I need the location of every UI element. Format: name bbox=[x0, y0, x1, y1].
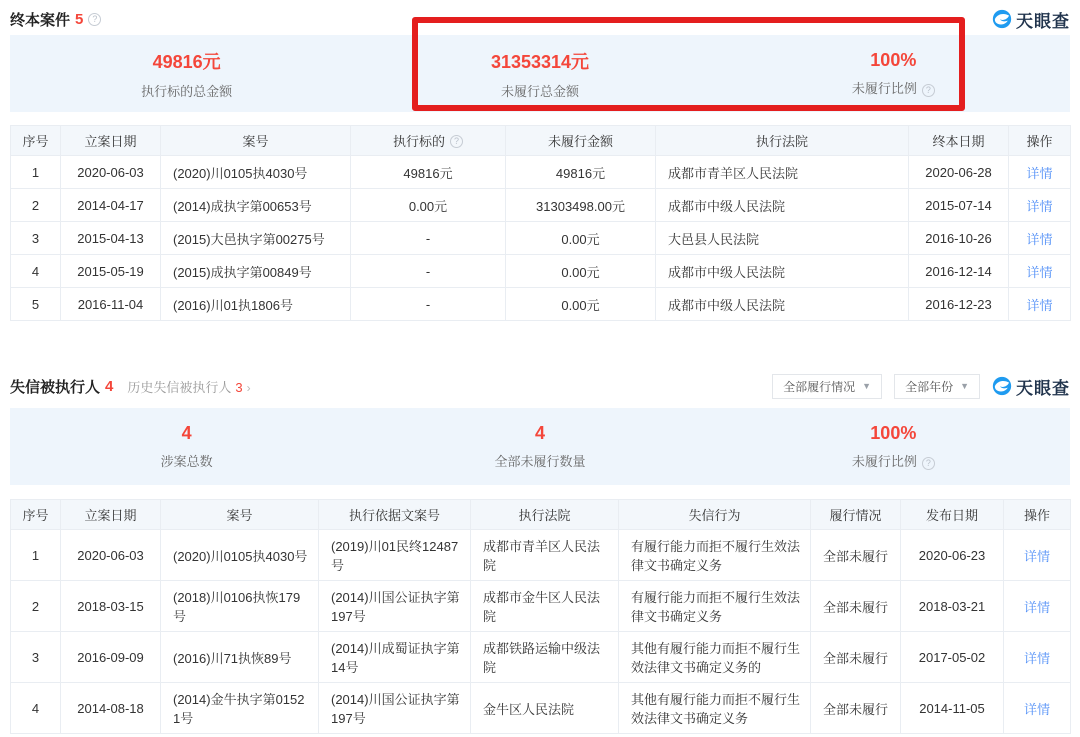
tianyancha-logo-text: 天眼查 bbox=[1016, 378, 1070, 398]
table-cell: 1 bbox=[11, 530, 61, 581]
stat-value: 100% bbox=[870, 423, 917, 443]
table-cell: 2014-08-18 bbox=[61, 683, 161, 734]
table-cell: 2020-06-03 bbox=[61, 530, 161, 581]
table-cell: 金牛区人民法院 bbox=[471, 683, 619, 734]
table-cell: 49816元 bbox=[506, 156, 656, 189]
section-zhongben-cases bbox=[10, 6, 1070, 321]
chevron-down-icon: ▼ bbox=[960, 381, 969, 391]
column-header: 立案日期 bbox=[61, 126, 161, 156]
stat-label: 全部未履行数量 bbox=[494, 454, 586, 469]
column-header: 序号 bbox=[11, 500, 61, 530]
table-cell: - bbox=[351, 255, 506, 288]
table-cell: 2 bbox=[11, 189, 61, 222]
section-shixin-persons bbox=[10, 373, 1070, 734]
table-row bbox=[11, 189, 1071, 222]
table-cell: 2016-12-23 bbox=[909, 288, 1009, 321]
help-icon[interactable]: ? bbox=[922, 457, 935, 470]
history-label: 历史失信被执行人 bbox=[127, 379, 232, 395]
table-cell: 其他有履行能力而拒不履行生效法律文书确定义务 bbox=[619, 683, 811, 734]
table-cell: 0.00元 bbox=[506, 255, 656, 288]
table-cell: 2 bbox=[11, 581, 61, 632]
table-row bbox=[11, 156, 1071, 189]
history-shixin-link[interactable] bbox=[127, 377, 250, 396]
table-cell: (2014)成执字第00653号 bbox=[161, 189, 351, 222]
stat-value: 4 bbox=[181, 423, 192, 443]
column-header: 立案日期 bbox=[61, 500, 161, 530]
column-header: 执行法院 bbox=[471, 500, 619, 530]
table-cell: (2016)川71执恢89号 bbox=[161, 632, 319, 683]
table-cell: (2015)大邑执字第00275号 bbox=[161, 222, 351, 255]
action-cell bbox=[1009, 156, 1071, 189]
stat-value: 31353314元 bbox=[490, 51, 590, 72]
table-cell: (2014)金牛执字第01521号 bbox=[161, 683, 319, 734]
column-header: 执行法院 bbox=[656, 126, 909, 156]
section2-title: 失信被执行人 bbox=[10, 378, 101, 396]
stat-all-unfulfilled-count bbox=[363, 423, 716, 470]
column-header: 序号 bbox=[11, 126, 61, 156]
table-cell: 2016-12-14 bbox=[909, 255, 1009, 288]
filter-year-dropdown[interactable] bbox=[894, 374, 980, 399]
stat-value: 4 bbox=[534, 423, 545, 443]
detail-link[interactable]: 详情 bbox=[1026, 264, 1053, 280]
table-cell: 3 bbox=[11, 632, 61, 683]
section1-header bbox=[10, 6, 1070, 32]
table-cell: 成都市金牛区人民法院 bbox=[471, 581, 619, 632]
table-cell: 大邑县人民法院 bbox=[656, 222, 909, 255]
table-cell: 成都市中级人民法院 bbox=[656, 255, 909, 288]
table-cell: (2018)川0106执恢179号 bbox=[161, 581, 319, 632]
table-cell: 1 bbox=[11, 156, 61, 189]
detail-link[interactable]: 详情 bbox=[1026, 165, 1053, 181]
table-cell: 2020-06-23 bbox=[901, 530, 1004, 581]
tianyancha-logo-icon bbox=[992, 376, 1012, 396]
stat-label: 涉案总数 bbox=[160, 454, 213, 469]
table-cell: (2020)川0105执4030号 bbox=[161, 530, 319, 581]
action-cell bbox=[1004, 530, 1071, 581]
table-cell: 2017-05-02 bbox=[901, 632, 1004, 683]
table-row bbox=[11, 255, 1071, 288]
table-cell: (2015)成执字第00849号 bbox=[161, 255, 351, 288]
table-cell: 49816元 bbox=[351, 156, 506, 189]
table-cell: 2018-03-15 bbox=[61, 581, 161, 632]
table-cell: 2015-07-14 bbox=[909, 189, 1009, 222]
detail-link[interactable]: 详情 bbox=[1026, 198, 1053, 214]
table-cell: 2015-05-19 bbox=[61, 255, 161, 288]
stat-label: 未履行总金额 bbox=[500, 83, 579, 99]
tianyancha-logo bbox=[992, 7, 1070, 32]
detail-link[interactable]: 详情 bbox=[1023, 599, 1050, 615]
table-cell: 2014-11-05 bbox=[901, 683, 1004, 734]
table-cell: (2014)川成蜀证执字第14号 bbox=[319, 632, 471, 683]
table-header-row bbox=[11, 500, 1071, 530]
table-cell: 31303498.00元 bbox=[506, 189, 656, 222]
table-cell: 成都市中级人民法院 bbox=[656, 189, 909, 222]
filter-fulfillment-dropdown[interactable] bbox=[772, 374, 882, 399]
stat-value: 100% bbox=[870, 50, 917, 70]
column-header: 案号 bbox=[161, 126, 351, 156]
stat-label: 未履行比例 ? bbox=[717, 78, 1070, 97]
table-cell: 2016-10-26 bbox=[909, 222, 1009, 255]
tianyancha-logo bbox=[992, 374, 1070, 399]
column-header: 案号 bbox=[161, 500, 319, 530]
section2-count: 4 bbox=[105, 377, 114, 395]
action-cell bbox=[1009, 222, 1071, 255]
action-cell bbox=[1004, 581, 1071, 632]
table-cell: 全部未履行 bbox=[811, 530, 901, 581]
section2-header bbox=[10, 373, 1070, 399]
table-cell: 2016-09-09 bbox=[61, 632, 161, 683]
table-cell: 其他有履行能力而拒不履行生效法律文书确定义务的 bbox=[619, 632, 811, 683]
help-icon[interactable]: ? bbox=[922, 84, 935, 97]
table-row bbox=[11, 288, 1071, 321]
action-cell bbox=[1004, 683, 1071, 734]
table-cell: 全部未履行 bbox=[811, 632, 901, 683]
table-cell: 4 bbox=[11, 255, 61, 288]
table-cell: - bbox=[351, 222, 506, 255]
filter-label: 全部履行情况 bbox=[783, 379, 856, 394]
tianyancha-logo-text: 天眼查 bbox=[1016, 11, 1070, 31]
column-header: 操作 bbox=[1004, 500, 1071, 530]
table-cell: 有履行能力而拒不履行生效法律文书确定义务 bbox=[619, 581, 811, 632]
table-cell: (2019)川01民终12487号 bbox=[319, 530, 471, 581]
action-cell bbox=[1009, 189, 1071, 222]
table-cell: 有履行能力而拒不履行生效法律文书确定义务 bbox=[619, 530, 811, 581]
table-cell: 0.00元 bbox=[506, 222, 656, 255]
stat-label: 执行标的总金额 bbox=[141, 83, 233, 99]
column-header: 履行情况 bbox=[811, 500, 901, 530]
detail-link[interactable]: 详情 bbox=[1026, 231, 1053, 247]
table-cell: - bbox=[351, 288, 506, 321]
stat-execution-target-total bbox=[10, 48, 363, 100]
action-cell bbox=[1004, 632, 1071, 683]
stat-unfulfilled-total bbox=[363, 48, 716, 100]
chevron-down-icon: ▼ bbox=[862, 381, 872, 391]
shixin-persons-table bbox=[10, 499, 1071, 734]
table-cell: 0.00元 bbox=[351, 189, 506, 222]
tianyancha-logo-icon bbox=[992, 9, 1012, 29]
help-icon[interactable]: ? bbox=[88, 13, 101, 26]
table-cell: 成都市青羊区人民法院 bbox=[471, 530, 619, 581]
history-count: 3 bbox=[235, 379, 243, 395]
column-header: 未履行金额 bbox=[506, 126, 656, 156]
zhongben-cases-table bbox=[10, 125, 1071, 321]
table-cell: 成都市中级人民法院 bbox=[656, 288, 909, 321]
stat-label: 未履行比例 ? bbox=[717, 451, 1070, 470]
help-icon[interactable]: ? bbox=[450, 135, 463, 148]
action-cell bbox=[1009, 288, 1071, 321]
table-cell: 2014-04-17 bbox=[61, 189, 161, 222]
column-header: 执行标的 ? bbox=[351, 126, 506, 156]
section1-summary-bar bbox=[10, 35, 1070, 112]
table-cell: 成都市青羊区人民法院 bbox=[656, 156, 909, 189]
section1-count: 5 bbox=[75, 10, 84, 28]
table-cell: 成都铁路运输中级法院 bbox=[471, 632, 619, 683]
table-cell: 0.00元 bbox=[506, 288, 656, 321]
table-cell: 2020-06-03 bbox=[61, 156, 161, 189]
table-cell: 4 bbox=[11, 683, 61, 734]
table-row bbox=[11, 530, 1071, 581]
column-header: 执行依据文案号 bbox=[319, 500, 471, 530]
section2-summary-bar bbox=[10, 408, 1070, 485]
table-row bbox=[11, 632, 1071, 683]
section1-title: 终本案件 bbox=[10, 11, 71, 29]
stat-total-cases bbox=[10, 423, 363, 470]
table-cell: (2014)川国公证执字第197号 bbox=[319, 581, 471, 632]
table-row bbox=[11, 683, 1071, 734]
table-row bbox=[11, 581, 1071, 632]
table-cell: 2015-04-13 bbox=[61, 222, 161, 255]
column-header: 终本日期 bbox=[909, 126, 1009, 156]
table-cell: 3 bbox=[11, 222, 61, 255]
stat-value: 49816元 bbox=[152, 51, 221, 72]
detail-link[interactable]: 详情 bbox=[1023, 701, 1050, 717]
table-cell: 全部未履行 bbox=[811, 581, 901, 632]
table-cell: 全部未履行 bbox=[811, 683, 901, 734]
column-header: 操作 bbox=[1009, 126, 1071, 156]
table-cell: 2016-11-04 bbox=[61, 288, 161, 321]
table-cell: 2018-03-21 bbox=[901, 581, 1004, 632]
stat-unfulfilled-ratio bbox=[717, 423, 1070, 470]
column-header: 失信行为 bbox=[619, 500, 811, 530]
table-cell: 2020-06-28 bbox=[909, 156, 1009, 189]
action-cell bbox=[1009, 255, 1071, 288]
table-cell: 5 bbox=[11, 288, 61, 321]
table-cell: (2014)川国公证执字第197号 bbox=[319, 683, 471, 734]
table-cell: (2020)川0105执4030号 bbox=[161, 156, 351, 189]
chevron-right-icon: › bbox=[246, 380, 251, 395]
table-row bbox=[11, 222, 1071, 255]
stat-unfulfilled-ratio bbox=[717, 50, 1070, 97]
detail-link[interactable]: 详情 bbox=[1023, 650, 1050, 666]
detail-link[interactable]: 详情 bbox=[1026, 297, 1053, 313]
detail-link[interactable]: 详情 bbox=[1023, 548, 1050, 564]
filter-label: 全部年份 bbox=[905, 379, 954, 394]
table-cell: (2016)川01执1806号 bbox=[161, 288, 351, 321]
table-header-row bbox=[11, 126, 1071, 156]
column-header: 发布日期 bbox=[901, 500, 1004, 530]
